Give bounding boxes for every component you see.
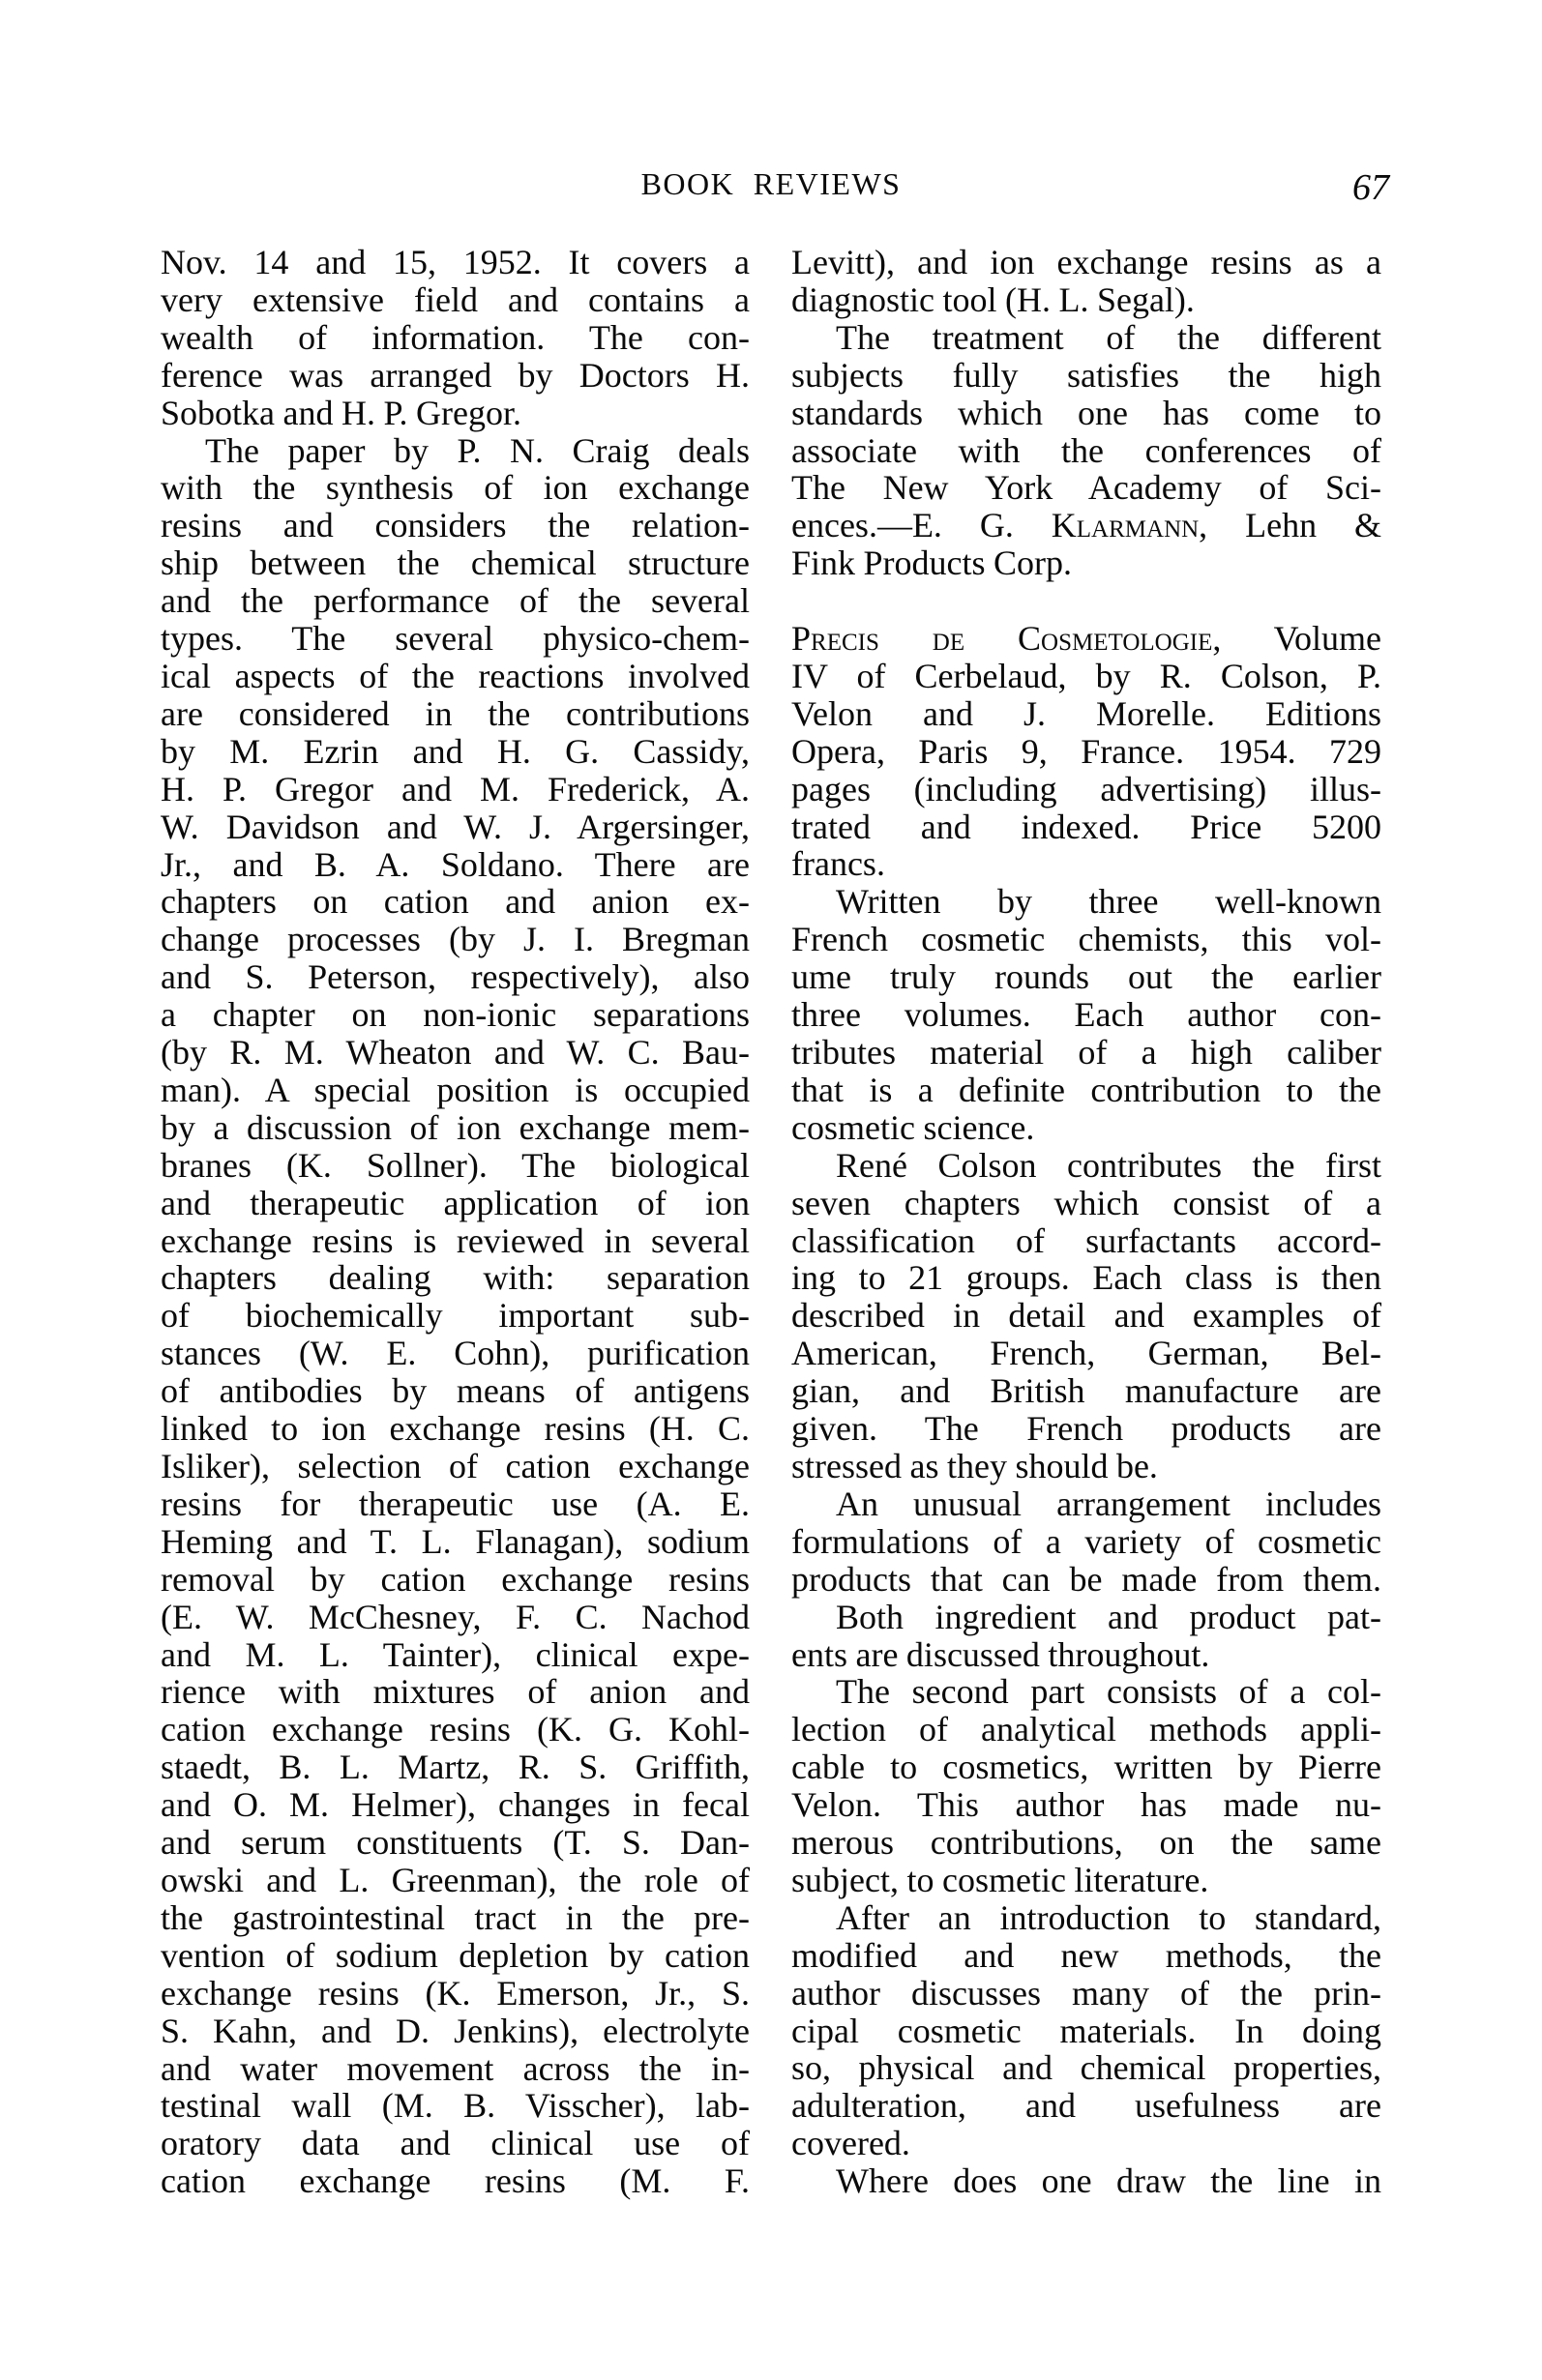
text-line: An unusual arrangement includes [836, 1484, 1381, 1523]
text-line: Velon. This author has made nu- [791, 1785, 1381, 1825]
text-line: cipal cosmetic materials. In doing [791, 2011, 1381, 2050]
text-line: René Colson contributes the first [836, 1145, 1381, 1185]
page-header [0, 166, 1542, 209]
text-line: cation exchange resins (K. G. Kohl- [161, 1710, 750, 1749]
text-line: Heming and T. L. Flanagan), sodium [161, 1521, 750, 1561]
text-line: Precis de Cosmetologie, Volume [791, 619, 1381, 659]
text-line: standards which one has come to [791, 393, 1381, 432]
text-line: products that can be made from them. [791, 1559, 1381, 1599]
text-line: The treatment of the different [836, 317, 1381, 357]
text-line: very extensive field and contains a [161, 279, 750, 319]
text-line: of biochemically important sub- [161, 1296, 750, 1336]
text-line: rience with mixtures of anion and [161, 1672, 750, 1712]
text-line: chapters on cation and anion ex- [161, 882, 750, 922]
text-line: The paper by P. N. Craig deals [205, 430, 750, 470]
text-line: Jr., and B. A. Soldano. There are [161, 844, 750, 884]
text-line: chapters dealing with: separation [161, 1258, 750, 1298]
text-line: ume truly rounds out the earlier [791, 957, 1381, 997]
text-line: Opera, Paris 9, France. 1954. 729 [791, 731, 1381, 771]
text-line: Where does one draw the line in [836, 2161, 1381, 2201]
text-line: and serum constituents (T. S. Dan- [161, 1823, 750, 1863]
text-line: so, physical and chemical properties, [791, 2048, 1381, 2088]
small-caps-text: Klarmann [1051, 506, 1200, 545]
text-line: (by R. M. Wheaton and W. C. Bau- [161, 1033, 750, 1072]
text-line: stressed as they should be. [791, 1446, 1158, 1485]
text-line: change processes (by J. I. Bregman [161, 920, 750, 959]
text-line: trated and indexed. Price 5200 [791, 807, 1381, 846]
text-line: Both ingredient and product pat- [836, 1597, 1381, 1636]
column-right [791, 244, 1381, 2200]
text-line: resins and considers the relation- [161, 506, 750, 545]
text-line: Levitt), and ion exchange resins as a [791, 243, 1381, 281]
text-line: Sobotka and H. P. Gregor. [161, 393, 521, 432]
text-line: and O. M. Helmer), changes in fecal [161, 1785, 750, 1825]
text-line: cosmetic science. [791, 1107, 1035, 1147]
text-line: and S. Peterson, respectively), also [161, 957, 750, 997]
text-line: adulteration, and usefulness are [791, 2086, 1381, 2126]
text-line: types. The several physico-chem- [161, 619, 750, 659]
text-line: by M. Ezrin and H. G. Cassidy, [161, 731, 750, 771]
text-line: pages (including advertising) illus- [791, 769, 1381, 808]
text-line: ents are discussed throughout. [791, 1634, 1210, 1674]
text-line: The New York Academy of Sci- [791, 468, 1381, 508]
text-line: covered. [791, 2124, 910, 2163]
text-line: (E. W. McChesney, F. C. Nachod [161, 1597, 750, 1636]
text-line: After an introduction to standard, [836, 1897, 1381, 1937]
text-line: ference was arranged by Doctors H. [161, 355, 750, 395]
text-line: and the performance of the several [161, 581, 750, 621]
text-line: oratory data and clinical use of [161, 2124, 750, 2163]
text-line: Nov. 14 and 15, 1952. It covers a [161, 243, 750, 281]
text-line: French cosmetic chemists, this vol- [791, 920, 1381, 959]
text-line: removal by cation exchange resins [161, 1559, 750, 1599]
text-line: Fink Products Corp. [791, 544, 1073, 583]
text-line: ical aspects of the reactions involved [161, 656, 750, 695]
text-line: branes (K. Sollner). The biological [161, 1145, 750, 1185]
text-line: formulations of a variety of cosmetic [791, 1521, 1381, 1561]
text-line: and water movement across the in- [161, 2048, 750, 2088]
text-line: the gastrointestinal tract in the pre- [161, 1897, 750, 1937]
text-line: seven chapters which consist of a [791, 1183, 1381, 1222]
text-line: given. The French products are [791, 1409, 1381, 1449]
text-line: exchange resins is reviewed in several [161, 1220, 750, 1260]
text-line: IV of Cerbelaud, by R. Colson, P. [791, 656, 1381, 695]
text-line: and M. L. Tainter), clinical expe- [161, 1634, 750, 1674]
text-line: wealth of information. The con- [161, 317, 750, 357]
text-line: H. P. Gregor and M. Frederick, A. [161, 769, 750, 808]
page-number: 67 [1352, 167, 1389, 208]
page-title: BOOK REVIEWS [640, 166, 902, 201]
text-line: W. Davidson and W. J. Argersinger, [161, 807, 750, 846]
text-line: subjects fully satisfies the high [791, 355, 1381, 395]
text-line: Written by three well-known [836, 882, 1381, 922]
text-line: Velon and J. Morelle. Editions [791, 693, 1381, 733]
text-line: cation exchange resins (M. F. [161, 2161, 750, 2201]
text-line: and therapeutic application of ion [161, 1183, 750, 1222]
text-line: merous contributions, on the same [791, 1823, 1381, 1863]
text-line: classification of surfactants accord- [791, 1220, 1381, 1260]
text-line: man). A special position is occupied [161, 1070, 750, 1109]
text-line: Isliker), selection of cation exchange [161, 1447, 750, 1485]
text-line: ences.—E. G. Klarmann, Lehn & [791, 506, 1381, 545]
text-line: American, French, German, Bel- [791, 1334, 1381, 1373]
small-caps-text: Precis de Cosmetologie [791, 619, 1213, 659]
text-line: staedt, B. L. Martz, R. S. Griffith, [161, 1748, 750, 1787]
text-line: ship between the chemical structure [161, 544, 750, 583]
text-line: diagnostic tool (H. L. Segal). [791, 279, 1195, 319]
text-line: linked to ion exchange resins (H. C. [161, 1409, 750, 1449]
text-line: associate with the conferences of [791, 430, 1381, 470]
text-line: described in detail and examples of [791, 1296, 1381, 1336]
text-line: resins for therapeutic use (A. E. [161, 1484, 750, 1523]
text-line: a chapter on non-ionic separations [161, 995, 750, 1035]
text-line: three volumes. Each author con- [791, 995, 1381, 1035]
text-line: author discusses many of the prin- [791, 1973, 1381, 2013]
text-line: exchange resins (K. Emerson, Jr., S. [161, 1973, 750, 2013]
text-line: with the synthesis of ion exchange [161, 468, 750, 508]
text-line: of antibodies by means of antigens [161, 1371, 750, 1411]
text-line: gian, and British manufacture are [791, 1371, 1381, 1411]
text-line: by a discussion of ion exchange mem- [161, 1107, 750, 1147]
text-line: cable to cosmetics, written by Pierre [791, 1748, 1381, 1787]
text-line: owski and L. Greenman), the role of [161, 1860, 750, 1899]
text-line: The second part consists of a col- [836, 1672, 1381, 1712]
text-line: francs. [791, 844, 885, 884]
text-line: that is a definite contribution to the [791, 1070, 1381, 1109]
text-line: lection of analytical methods appli- [791, 1710, 1381, 1749]
text-line: stances (W. E. Cohn), purification [161, 1334, 750, 1373]
text-line: are considered in the contributions [161, 693, 750, 733]
text-line: S. Kahn, and D. Jenkins), electrolyte [161, 2011, 750, 2050]
text-line: modified and new methods, the [791, 1935, 1381, 1975]
text-line: ing to 21 groups. Each class is then [791, 1258, 1381, 1298]
text-line: tributes material of a high caliber [791, 1033, 1381, 1072]
text-line: subject, to cosmetic literature. [791, 1860, 1209, 1899]
text-line: testinal wall (M. B. Visscher), lab- [161, 2086, 750, 2126]
column-left [161, 244, 750, 2200]
text-line: vention of sodium depletion by cation [161, 1935, 750, 1975]
